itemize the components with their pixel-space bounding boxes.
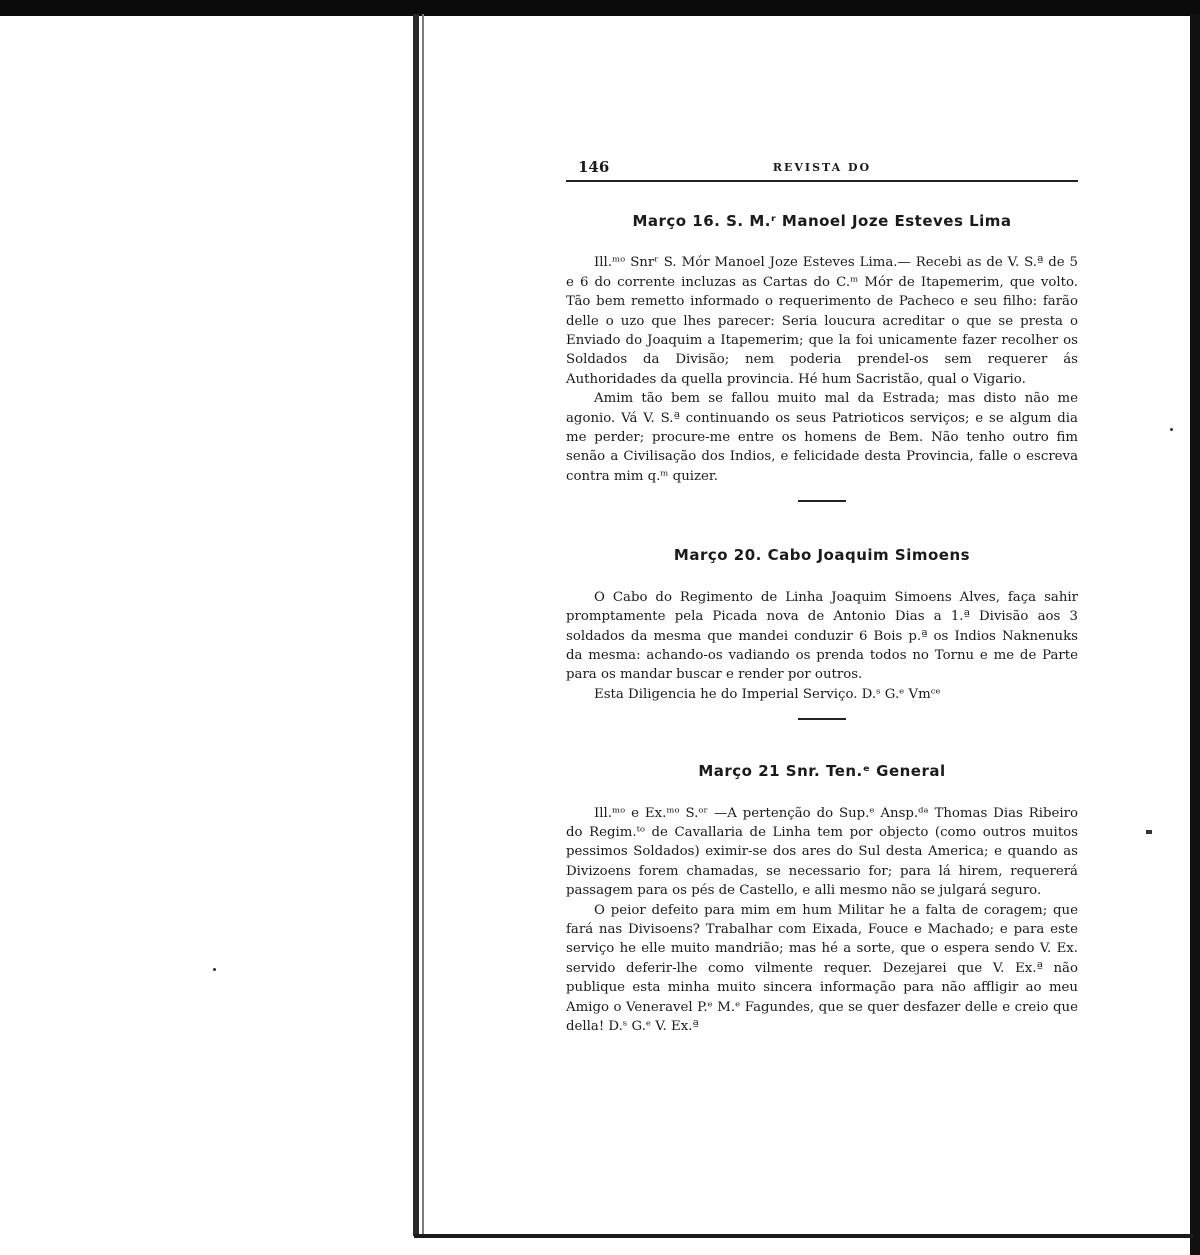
scan-speck	[1146, 830, 1152, 834]
entry-paragraph: O Cabo do Regimento de Linha Joaquim Simoens Alves, faça sahir promptamente pela Picada nova de Antonio Dias a 1.ª Divisão aos 3 soldados da mesma que mandei conduzir 6 Bois p.ª os Indios Naknenuks da mesma: achando-os vadiando os prenda todos no Tornu e me de Parte para os mandar buscar e render por outros.	[566, 589, 1078, 683]
book-gutter	[413, 14, 419, 1236]
scan-speck	[213, 968, 216, 971]
scan-top-border	[0, 0, 1200, 16]
page-number: 146	[578, 158, 610, 176]
running-head	[566, 150, 1078, 182]
section-divider	[798, 718, 846, 720]
document-page	[566, 150, 1078, 1036]
book-gutter-shadow	[422, 14, 424, 1236]
entry-heading: Março 21 Snr. Ten.ᵉ General	[698, 762, 946, 781]
journal-title: REVISTA DO	[772, 161, 872, 174]
letter-entry	[566, 762, 1078, 1036]
entry-paragraph: O peior defeito para mim em hum Militar he a falta de coragem; que fará nas Divisoens? Trabalhar com Eixada, Fouce e Machado; e para este serviço he elle muito mandrião; mas hé a sorte, que o espera sendo V. Ex. servido deferir-lhe como vilmente requer. Dezejarei que V. Ex.ª não publique esta minha muito sincera informação para não affligir ao meu Amigo o Veneravel P.ᵉ M.ᵉ Fagundes, que se quer desfazer delle e creio que della! D.ˢ G.ᵉ V. Ex.ª	[566, 902, 1078, 1034]
entry-paragraph: Ill.ᵐᵒ e Ex.ᵐᵒ S.ᵒʳ —A pertenção do Sup.ᵉ Ansp.ᵈᵃ Thomas Dias Ribeiro do Regim.ᵗᵒ de Cavallaria de Linha tem por objecto (como outros muitos pessimos Soldados) eximir-se dos ares do Sul desta America; e quando as Divizoens forem chamadas, se necessario for; para lá hirem, requererá passagem para os pés de Castello, e alli mesmo não se julgará seguro.	[566, 805, 1078, 899]
entry-heading: Março 16. S. M.ʳ Manoel Joze Esteves Lima	[632, 212, 1012, 230]
entry-paragraph: Amim tão bem se fallou muito mal da Estrada; mas disto não me agonio. Vá V. S.ª continuando os seus Patrioticos serviços; e se algum dia me perder; procure-me entre os homens de Bem. Não tenho outro fim senão a Civilisação dos Indios, e felicidade desta Provincia, falle o escreva contra mim q.ᵐ quizer.	[566, 391, 1078, 484]
scan-speck	[1170, 428, 1173, 431]
letter-entry	[566, 546, 1078, 720]
entry-heading: Março 20. Cabo Joaquim Simoens	[673, 546, 971, 565]
entry-paragraph: Ill.ᵐᵒ Snrʳ S. Mór Manoel Joze Esteves Lima.— Recebi as de V. S.ª de 5 e 6 do corrente incluzas as Cartas do C.ᵐ Mór de Itapemerim, que volto. Tão bem remetto informado o requerimento de Pacheco e seu filho: farão delle o uzo que lhes parecer: Seria loucura acreditar o que se presta o Enviado do Joaquim a Itapemerim; que la foi unicamente fazer recolher os Soldados da Divisão; nem poderia prendel-os sem requerer ás Authoridades da quella provincia. Hé hum Sacristão, qual o Vigario.	[566, 255, 1078, 387]
scan-right-border	[1190, 14, 1200, 1255]
blank-left-page	[0, 16, 414, 1255]
page-bottom-edge	[414, 1234, 1194, 1238]
entry-paragraph: Esta Diligencia he do Imperial Serviço. D.ˢ G.ᵉ Vmᶜᵉ	[594, 686, 941, 702]
section-divider	[798, 500, 846, 502]
letter-entry	[566, 212, 1078, 502]
